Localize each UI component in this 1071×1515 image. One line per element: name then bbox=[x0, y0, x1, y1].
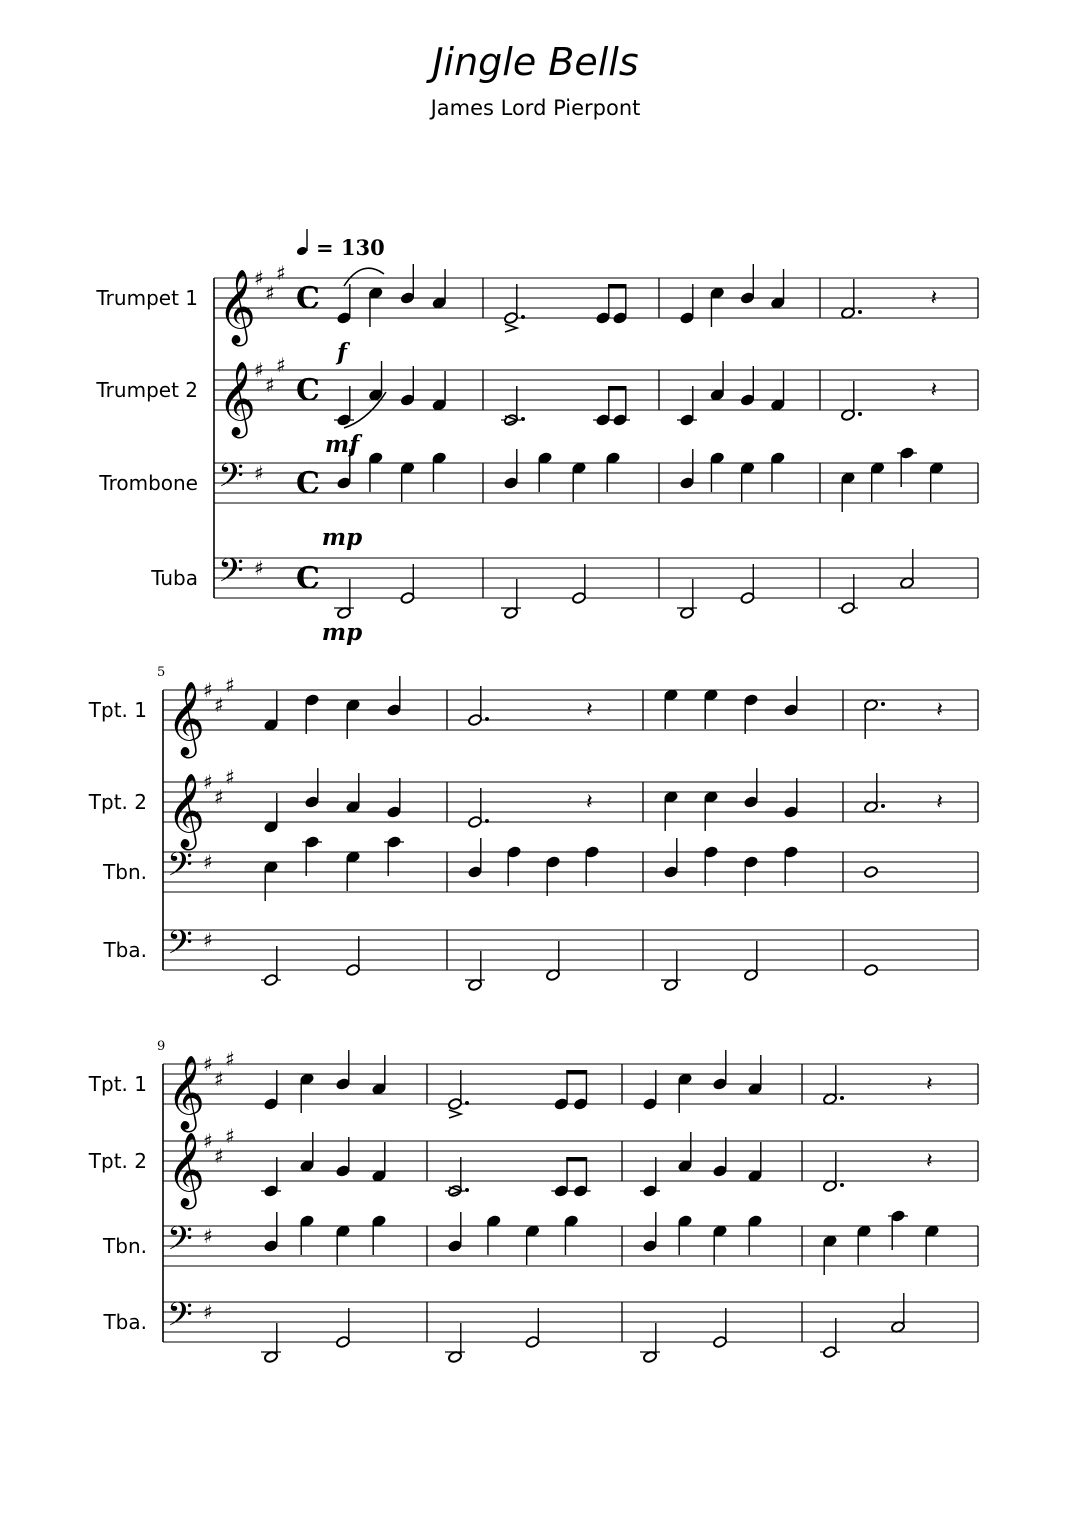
augmentation-dot bbox=[465, 1101, 469, 1105]
quarter-rest: 𝄽 bbox=[926, 1072, 933, 1097]
augmentation-dot bbox=[858, 412, 862, 416]
common-time-signature: C bbox=[296, 561, 320, 596]
quarter-rest: 𝄽 bbox=[936, 790, 943, 815]
common-time-signature: C bbox=[296, 373, 320, 408]
treble-clef: 𝄞 bbox=[167, 1133, 205, 1207]
instrument-label: Trumpet 2 bbox=[96, 378, 198, 402]
instrument-label: Trombone bbox=[99, 471, 198, 495]
key-signature-sharp: ♯ bbox=[203, 678, 213, 702]
key-signature-sharp: ♯ bbox=[254, 556, 264, 580]
instrument-label: Tba. bbox=[103, 938, 147, 962]
quarter-rest: 𝄽 bbox=[930, 378, 938, 403]
eighth-note-beam bbox=[566, 1070, 587, 1075]
dynamic-marking: f bbox=[337, 339, 347, 366]
treble-clef: 𝄞 bbox=[167, 682, 205, 756]
key-signature-sharp: ♯ bbox=[203, 1129, 213, 1153]
note-head bbox=[864, 964, 879, 977]
key-signature-sharp: ♯ bbox=[214, 693, 224, 717]
slur bbox=[344, 268, 384, 286]
dynamic-marking: mp bbox=[321, 619, 363, 646]
key-signature-sharp: ♯ bbox=[254, 358, 264, 382]
bass-clef: 𝄢 bbox=[167, 924, 193, 970]
instrument-label: Tuba bbox=[151, 566, 198, 590]
key-signature-sharp: ♯ bbox=[225, 765, 235, 789]
tempo-marking: = 130 bbox=[316, 235, 385, 260]
quarter-rest: 𝄽 bbox=[586, 790, 593, 815]
eighth-note-beam bbox=[608, 284, 627, 289]
instrument-label: Trumpet 1 bbox=[96, 286, 198, 310]
bass-clef: 𝄢 bbox=[218, 457, 244, 503]
instrument-label: Tpt. 1 bbox=[88, 1072, 147, 1096]
note-head bbox=[864, 866, 879, 879]
augmentation-dot bbox=[485, 819, 489, 823]
augmentation-dot bbox=[858, 310, 862, 314]
key-signature-sharp: ♯ bbox=[203, 850, 213, 874]
common-time-signature: C bbox=[296, 281, 320, 316]
augmentation-dot bbox=[521, 315, 525, 319]
augmentation-dot bbox=[881, 804, 885, 808]
treble-clef: 𝄞 bbox=[218, 270, 256, 344]
instrument-label: Tba. bbox=[103, 1310, 147, 1334]
augmentation-dot bbox=[465, 1188, 469, 1192]
dynamic-marking: mf bbox=[324, 431, 360, 458]
instrument-label: Tpt. 1 bbox=[88, 698, 147, 722]
instrument-label: Tpt. 2 bbox=[88, 1149, 147, 1173]
key-signature-sharp: ♯ bbox=[265, 281, 275, 305]
bass-clef: 𝄢 bbox=[218, 552, 244, 598]
key-signature-sharp: ♯ bbox=[276, 353, 286, 377]
composer-name: James Lord Pierpont bbox=[430, 96, 641, 120]
key-signature-sharp: ♯ bbox=[214, 1144, 224, 1168]
treble-clef: 𝄞 bbox=[167, 774, 205, 848]
key-signature-sharp: ♯ bbox=[203, 1224, 213, 1248]
instrument-label: Tbn. bbox=[103, 1234, 147, 1258]
measure-number: 9 bbox=[157, 1039, 166, 1054]
treble-clef: 𝄞 bbox=[218, 362, 256, 436]
accent-mark bbox=[449, 1110, 461, 1118]
key-signature-sharp: ♯ bbox=[203, 1052, 213, 1076]
quarter-rest: 𝄽 bbox=[936, 698, 943, 723]
key-signature-sharp: ♯ bbox=[225, 1124, 235, 1148]
key-signature-sharp: ♯ bbox=[203, 770, 213, 794]
quarter-rest: 𝄽 bbox=[586, 698, 593, 723]
common-time-signature: C bbox=[296, 466, 320, 501]
accent-mark bbox=[505, 324, 517, 332]
measure-number: 5 bbox=[157, 665, 166, 680]
key-signature-sharp: ♯ bbox=[225, 673, 235, 697]
quarter-rest: 𝄽 bbox=[930, 286, 938, 311]
instrument-label: Tbn. bbox=[103, 860, 147, 884]
key-signature-sharp: ♯ bbox=[254, 461, 264, 485]
key-signature-sharp: ♯ bbox=[203, 928, 213, 952]
eighth-note-beam bbox=[566, 1157, 587, 1162]
bass-clef: 𝄢 bbox=[167, 1296, 193, 1342]
augmentation-dot bbox=[485, 717, 489, 721]
score-title: Jingle Bells bbox=[432, 40, 639, 84]
instrument-label: Tpt. 2 bbox=[88, 790, 147, 814]
key-signature-sharp: ♯ bbox=[225, 1047, 235, 1071]
key-signature-sharp: ♯ bbox=[254, 266, 264, 290]
augmentation-dot bbox=[840, 1183, 844, 1187]
key-signature-sharp: ♯ bbox=[214, 785, 224, 809]
key-signature-sharp: ♯ bbox=[214, 1067, 224, 1091]
augmentation-dot bbox=[840, 1096, 844, 1100]
bass-clef: 𝄢 bbox=[167, 846, 193, 892]
quarter-rest: 𝄽 bbox=[926, 1149, 933, 1174]
key-signature-sharp: ♯ bbox=[203, 1300, 213, 1324]
bass-clef: 𝄢 bbox=[167, 1220, 193, 1266]
dynamic-marking: mp bbox=[321, 524, 363, 551]
key-signature-sharp: ♯ bbox=[265, 373, 275, 397]
augmentation-dot bbox=[881, 702, 885, 706]
eighth-note-beam bbox=[608, 386, 627, 391]
key-signature-sharp: ♯ bbox=[276, 261, 286, 285]
treble-clef: 𝄞 bbox=[167, 1056, 205, 1130]
augmentation-dot bbox=[521, 417, 525, 421]
